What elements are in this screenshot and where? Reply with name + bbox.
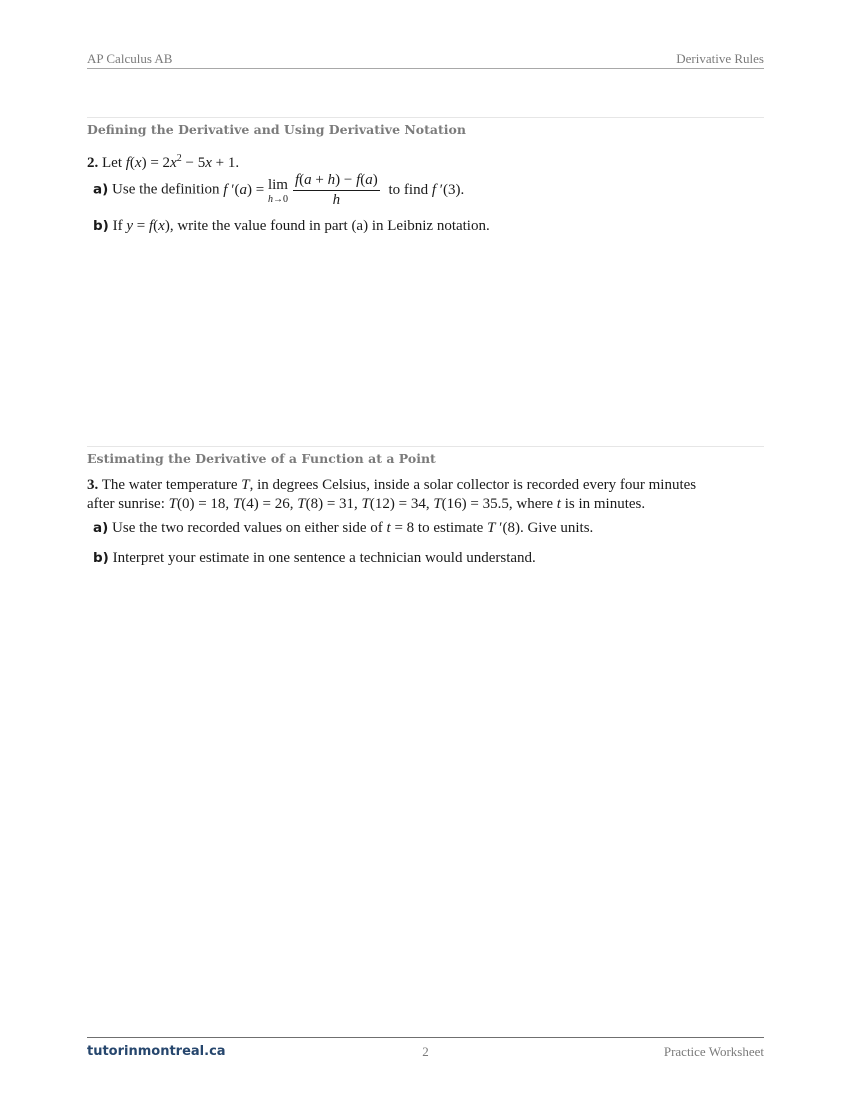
- page-header: [87, 51, 764, 69]
- question-3-stem-line1: 3. The water temperature T, in degrees Celsius, inside a solar collector is recorded every four minutes: [87, 477, 697, 493]
- footer-site: tutorinmontreal.ca: [87, 1044, 226, 1059]
- question-number: 2.: [87, 155, 99, 171]
- part-label: b): [93, 550, 109, 566]
- question-2-stem: 2. Let $f(x) = 2x^2 - 5x + 1$.: [87, 153, 240, 171]
- part-label: a): [93, 181, 109, 198]
- question-3-stem-line2: after sunrise: T(0) = 18, T(4) = 26, T(8) = 31, T(12) = 34, T(16) = 35.5, where t is in minutes.: [87, 496, 646, 512]
- question-number: 3.: [87, 477, 99, 493]
- page-footer: [87, 1037, 764, 1059]
- footer-doc-type: Practice Worksheet: [663, 1044, 764, 1059]
- section-title: Estimating the Derivative of a Function at a Point: [87, 451, 436, 466]
- question-3a: a) Use the two recorded values on either side of t = 8 to estimate T ′(8). Give units.: [93, 520, 594, 536]
- question-3b: b) Interpret your estimate in one sentence a technician would understand.: [93, 550, 536, 566]
- page-number: 2: [422, 1044, 429, 1059]
- part-label: a): [93, 520, 109, 536]
- question-2b: b) If y = f(x), write the value found in part (a) in Leibniz notation.: [93, 218, 490, 234]
- section-divider: [87, 446, 764, 447]
- section-title: Defining the Derivative and Using Derivative Notation: [87, 122, 466, 137]
- question-2a: a) Use the definition f ′(a) = lim h→0 $\frac{f(a + h) - f(a)}{h}$ to find f ′(3).: [93, 172, 465, 208]
- header-course: AP Calculus AB: [87, 51, 173, 66]
- part-label: b): [93, 218, 109, 234]
- section-divider: [87, 117, 764, 118]
- header-topic: Derivative Rules: [676, 51, 764, 66]
